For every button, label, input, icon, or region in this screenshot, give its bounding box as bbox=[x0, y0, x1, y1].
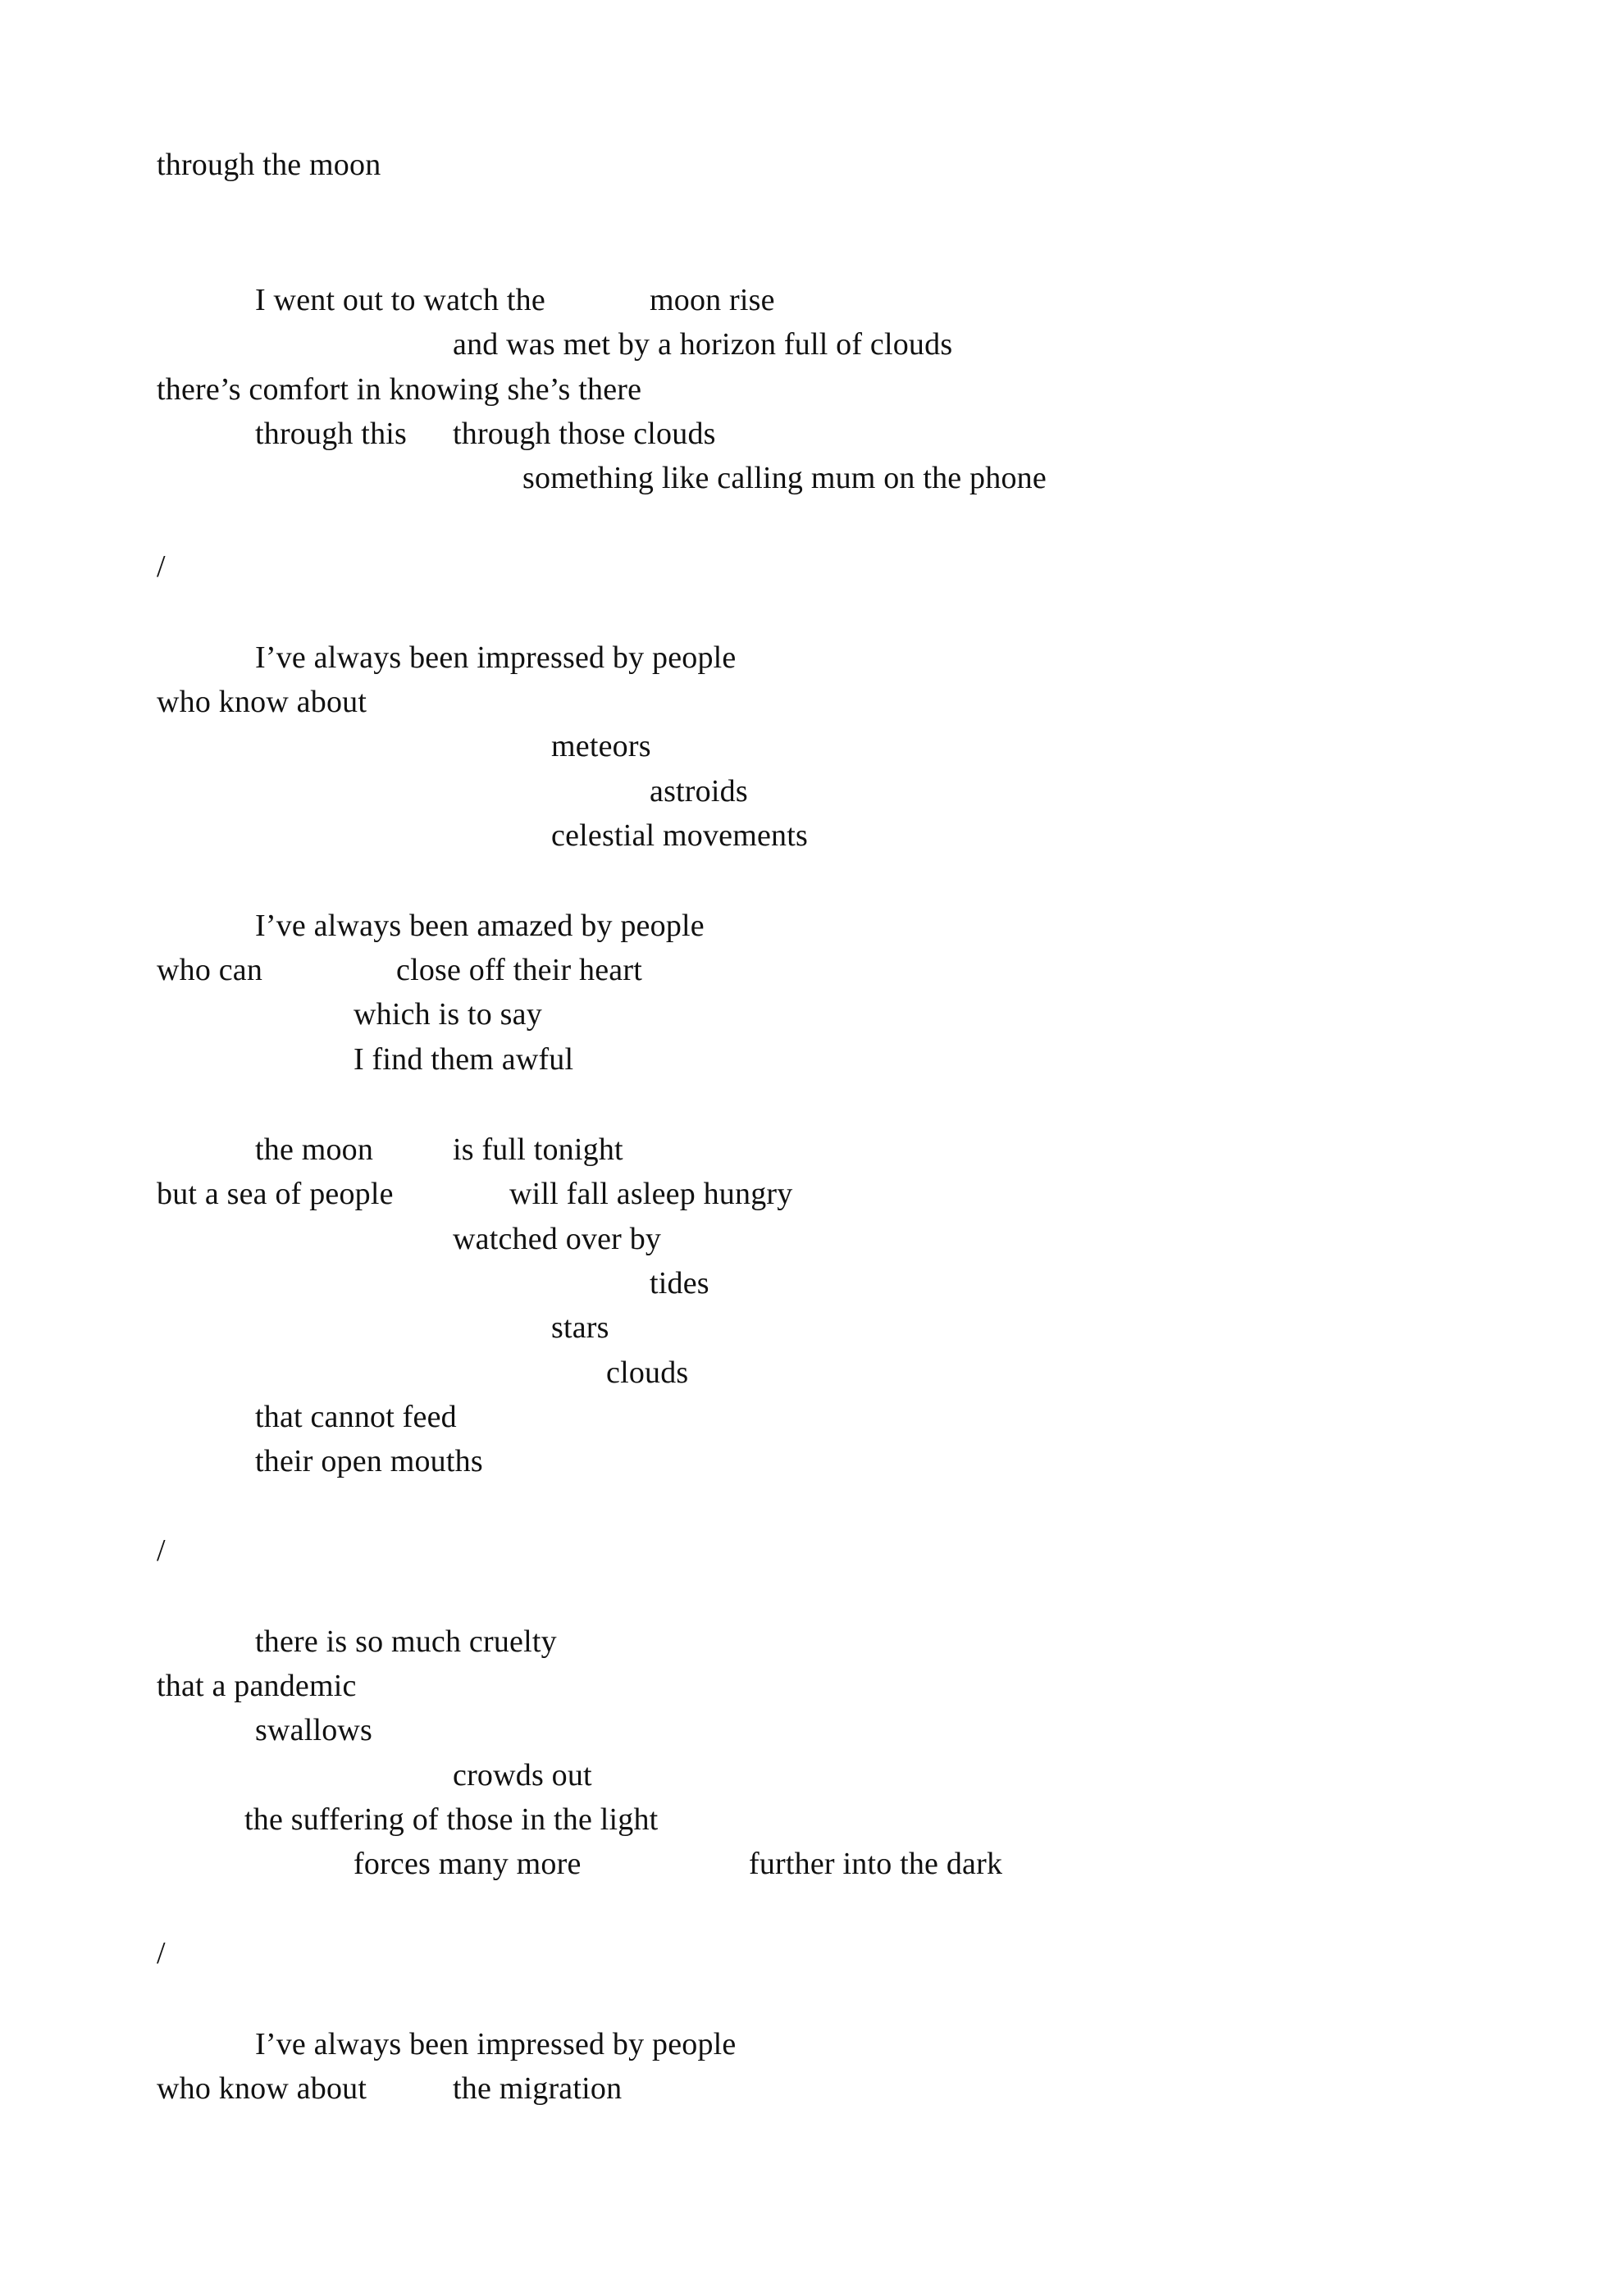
stanza3-line4: I find them awful bbox=[354, 1042, 574, 1077]
stanza4-line5: stars bbox=[551, 1310, 609, 1345]
stanza4-line8: their open mouths bbox=[255, 1444, 483, 1478]
stanza2-line4: astroids bbox=[650, 774, 748, 809]
stanza4-line3: watched over by bbox=[453, 1222, 662, 1256]
stanza5-line6a: forces many more bbox=[354, 1847, 582, 1881]
stanza5-line5: the suffering of those in the light bbox=[244, 1802, 659, 1837]
stanza4-line7: that cannot feed bbox=[255, 1400, 457, 1434]
stanza2-line2: who know about bbox=[157, 685, 367, 719]
stanza4-line1b: is full tonight bbox=[453, 1132, 623, 1167]
stanza4-line4: tides bbox=[650, 1266, 709, 1301]
stanza6-line2b: the migration bbox=[453, 2071, 623, 2106]
stanza2-line1: I’ve always been impressed by people bbox=[255, 640, 737, 675]
stanza1-line5: something like calling mum on the phone bbox=[522, 461, 1047, 495]
stanza2-line5: celestial movements bbox=[551, 818, 808, 853]
stanza1-line1b: moon rise bbox=[650, 283, 775, 317]
stanza4-line2b: will fall asleep hungry bbox=[509, 1177, 793, 1211]
stanza5-line2: that a pandemic bbox=[157, 1669, 357, 1703]
stanza4-line1a: the moon bbox=[255, 1132, 374, 1167]
stanza4-line2a: but a sea of people bbox=[157, 1177, 394, 1211]
section-separator: / bbox=[157, 549, 166, 584]
stanza5-line3: swallows bbox=[255, 1713, 373, 1747]
stanza3-line2a: who can bbox=[157, 953, 263, 987]
stanza5-line6b: further into the dark bbox=[749, 1847, 1003, 1881]
poem-title: through the moon bbox=[157, 148, 381, 182]
stanza1-line2: and was met by a horizon full of clouds bbox=[453, 327, 953, 362]
stanza1-line1a: I went out to watch the bbox=[255, 283, 545, 317]
stanza4-line6: clouds bbox=[606, 1355, 689, 1390]
stanza5-line4: crowds out bbox=[453, 1758, 592, 1793]
stanza1-line4b: through those clouds bbox=[453, 417, 716, 451]
stanza2-line3: meteors bbox=[551, 729, 651, 763]
stanza5-line1: there is so much cruelty bbox=[255, 1624, 557, 1659]
stanza1-line3: there’s comfort in knowing she’s there bbox=[157, 372, 642, 407]
stanza6-line2a: who know about bbox=[157, 2071, 367, 2106]
stanza1-line4a: through this bbox=[255, 417, 408, 451]
stanza3-line1: I’ve always been amazed by people bbox=[255, 909, 705, 943]
stanza3-line2b: close off their heart bbox=[396, 953, 642, 987]
stanza3-line3: which is to say bbox=[354, 997, 542, 1032]
stanza6-line1: I’ve always been impressed by people bbox=[255, 2027, 737, 2061]
section-separator: / bbox=[157, 1936, 166, 1970]
section-separator: / bbox=[157, 1533, 166, 1568]
